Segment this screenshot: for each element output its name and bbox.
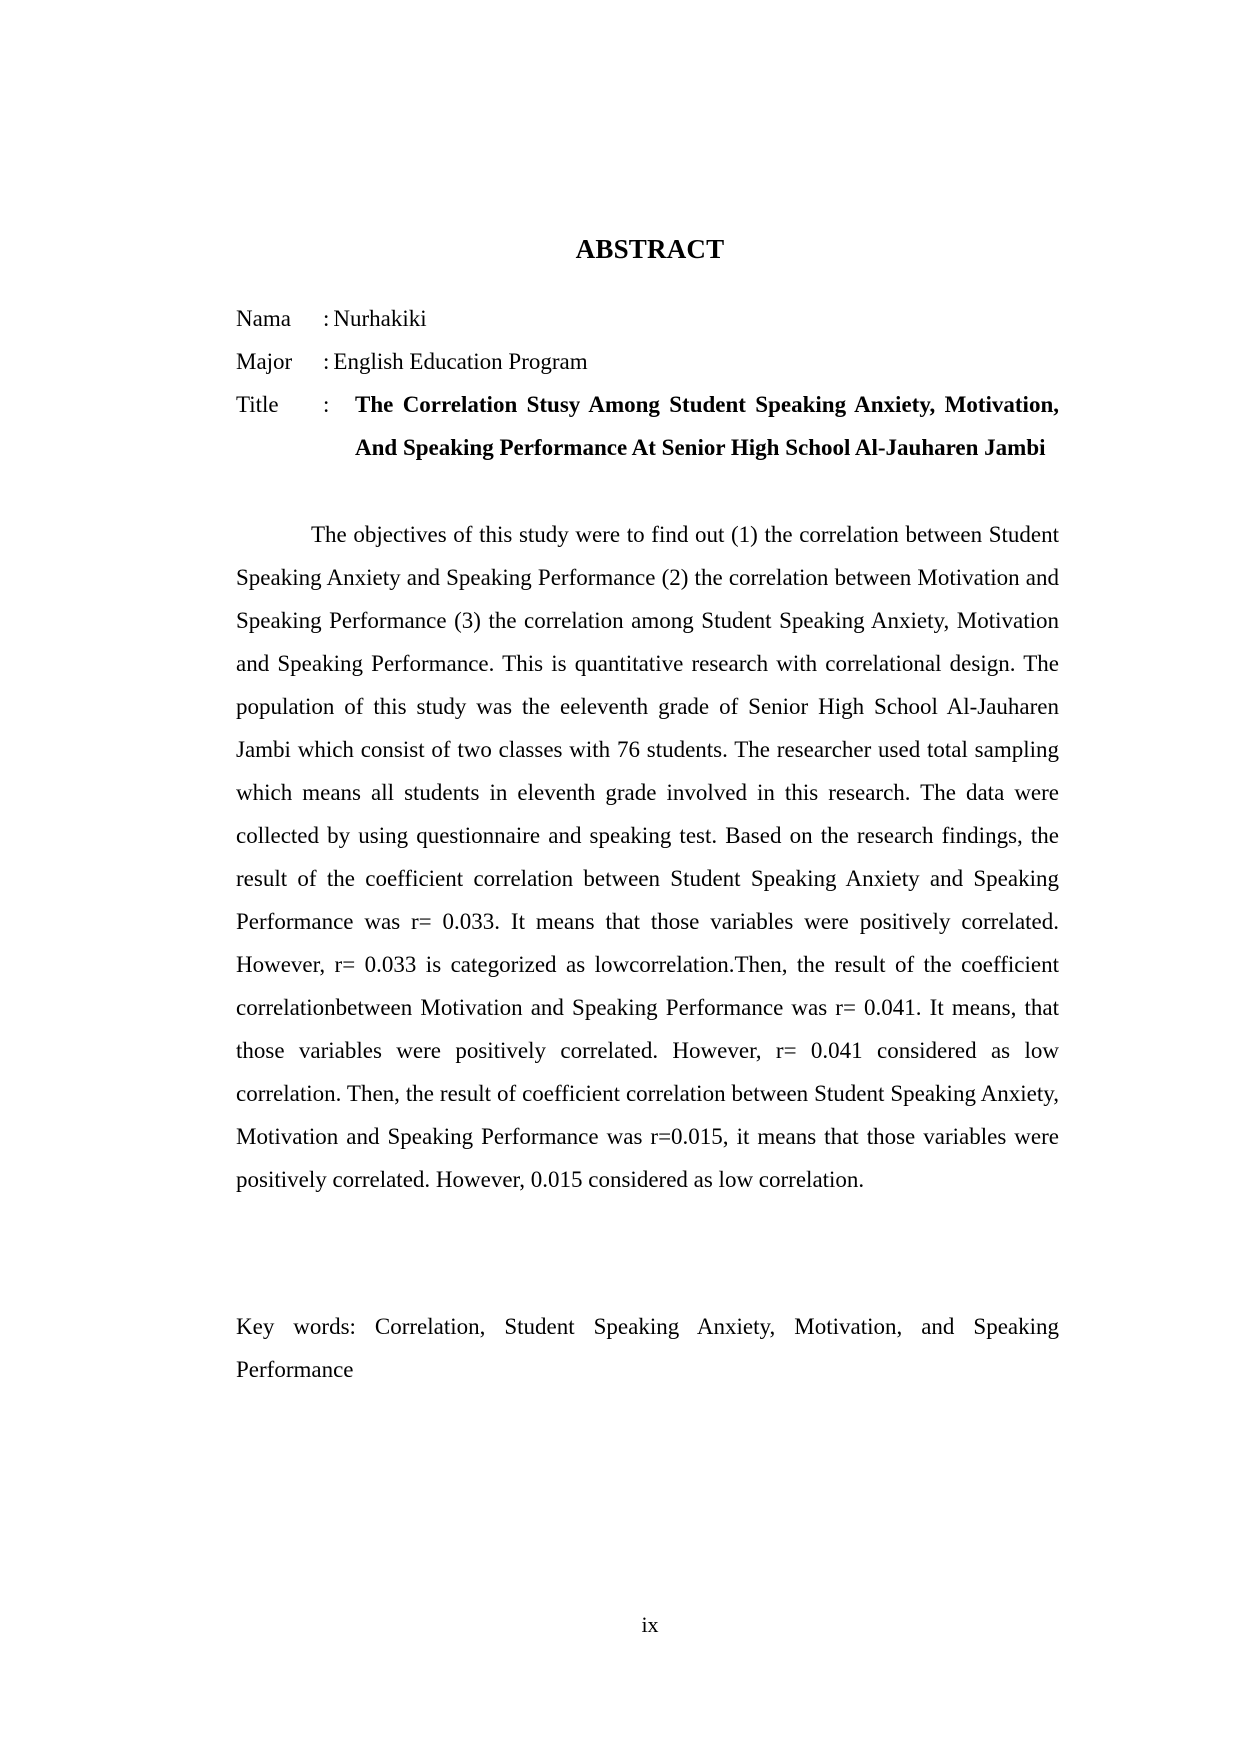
major-row — [236, 340, 1059, 383]
abstract-metadata — [236, 297, 1059, 469]
name-label: Nama — [236, 306, 291, 331]
major-value: English Education Program — [333, 349, 588, 374]
major-label: Major — [236, 349, 293, 374]
title-row — [236, 383, 1059, 469]
keywords: Key words: Correlation, Student Speaking Anxiety, Motivation, and Speaking Performance — [236, 1314, 1059, 1382]
abstract-heading: ABSTRACT — [575, 234, 725, 264]
name-value: Nurhakiki — [333, 306, 427, 331]
title-separator: : — [323, 392, 330, 417]
page-number: ix — [641, 1612, 659, 1637]
name-row — [236, 297, 1059, 340]
thesis-title: The Correlation Stusy Among Student Speaking Anxiety, Motivation, And Speaking Performance At Senior High School Al-Jauharen Jambi — [355, 392, 1059, 460]
title-label: Title — [236, 392, 279, 417]
major-separator: : — [323, 349, 330, 374]
abstract-body: The objectives of this study were to find out (1) the correlation between Student Speaking Anxiety and Speaking Performance (2) the correlation between Motivation and Speaking Performance (3) the correlation among Student Speaking Anxiety, Motivation and Speaking Performance. This is quantitative research with correlational design. The population of this study was the eeleventh grade of Senior High School Al-Jauharen Jambi which consist of two classes with 76 students. The researcher used total sampling which means all students in eleventh grade involved in this research. The data were collected by using questionnaire and speaking test. Based on the research findings, the result of the coefficient correlation between Student Speaking Anxiety and Speaking Performance was r= 0.033. It means that those variables were positively correlated. However, r= 0.033 is categorized as lowcorrelation.Then, the result of the coefficient correlationbetween Motivation and Speaking Performance was r= 0.041. It means, that those variables were positively correlated. However, r= 0.041 considered as low correlation. Then, the result of coefficient correlation between Student Speaking Anxiety, Motivation and Speaking Performance was r=0.015, it means that those variables were positively correlated. However, 0.015 considered as low correlation. — [236, 522, 1059, 1192]
name-separator: : — [323, 306, 330, 331]
